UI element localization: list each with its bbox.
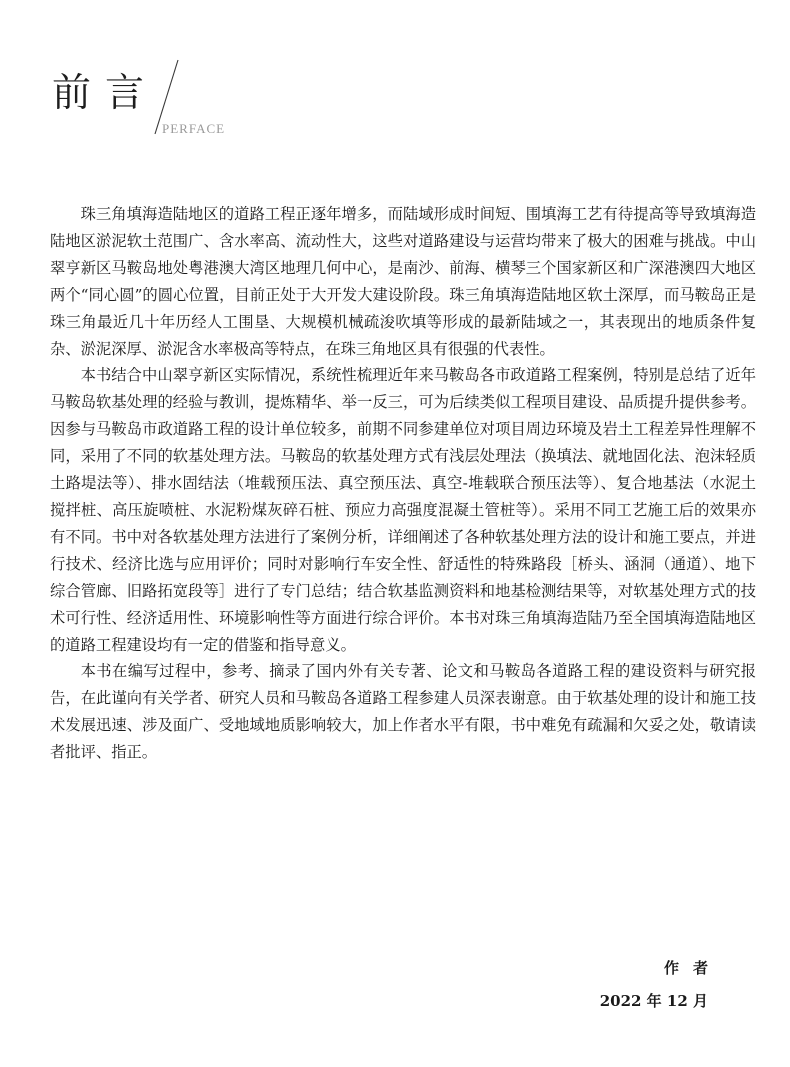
paragraph-3: 本书在编写过程中，参考、摘录了国内外有关专著、论文和马鞍岛各道路工程的建设资料与研究报告，在此谨向有关学者、研究人员和马鞍岛各道路工程参建人员深表谢意。由于软基处理的设计和施工技术发展迅速、涉及面广、受地域地质影响较大，加上作者水平有限，书中难免有疏漏和欠妥之处，敬请读者批评、指正。: [50, 662, 756, 762]
signature-block: [599, 957, 722, 1011]
body-text: [50, 201, 756, 766]
paragraph-2: 本书结合中山翠亨新区实际情况，系统性梳理近年来马鞍岛各市政道路工程案例，特别是总结了近年马鞍岛软基处理的经验与教训，提炼精华、举一反三，可为后续类似工程项目建设、品质提升提供参考。因参与马鞍岛市政道路工程的设计单位较多，前期不同参建单位对项目周边环境及岩土工程差异性理解不同，采用了不同的软基处理方法。马鞍岛的软基处理方式有浅层处理法（换填法、就地固化法、泡沫轻质土路堤法等）、排水固结法（堆载预压法、真空预压法、真空-堆载联合预压法等）、复合地基法（水泥土搅拌桩、高压旋喷桩、水泥粉煤灰碎石桩、预应力高强度混凝土管桩等）。采用不同工艺施工后的效果亦有不同。书中对各软基处理方法进行了案例分析，详细阐述了各种软基处理方法的设计和施工要点，并进行技术、经济比选与应用评价；同时对影响行车安全性、舒适性的特殊路段［桥头、涵洞（通道）、地下综合管廊、旧路拓宽段等］进行了专门总结；结合软基监测资料和地基检测结果等，对软基处理方式的技术可行性、经济适用性、环境影响性等方面进行综合评价。本书对珠三角填海造陆乃至全国填海造陆地区的道路工程建设均有一定的借鉴和指导意义。: [50, 366, 756, 654]
signature-date: 2022 年 12 月: [599, 992, 708, 1010]
signature-author: 作者: [663, 959, 722, 977]
page-title: 前言: [52, 71, 159, 116]
paragraph-1: 珠三角填海造陆地区的道路工程正逐年增多，而陆域形成时间短、围填海工艺有待提高等导致填海造陆地区淤泥软土范围广、含水率高、流动性大，这些对道路建设与运营均带来了极大的困难与挑战。中山翠亨新区马鞍岛地处粤港澳大湾区地理几何中心，是南沙、前海、横琴三个国家新区和广深港澳四大地区两个“同心圆”的圆心位置，目前正处于大开发大建设阶段。珠三角填海造陆地区软土深厚，而马鞍岛正是珠三角最近几十年历经人工围垦、大规模机械疏浚吹填等形成的最新陆域之一，其表现出的地质条件复杂、淤泥深厚、淤泥含水率极高等特点，在珠三角地区具有很强的代表性。: [50, 205, 756, 358]
page-subtitle: PERFACE: [162, 121, 226, 136]
